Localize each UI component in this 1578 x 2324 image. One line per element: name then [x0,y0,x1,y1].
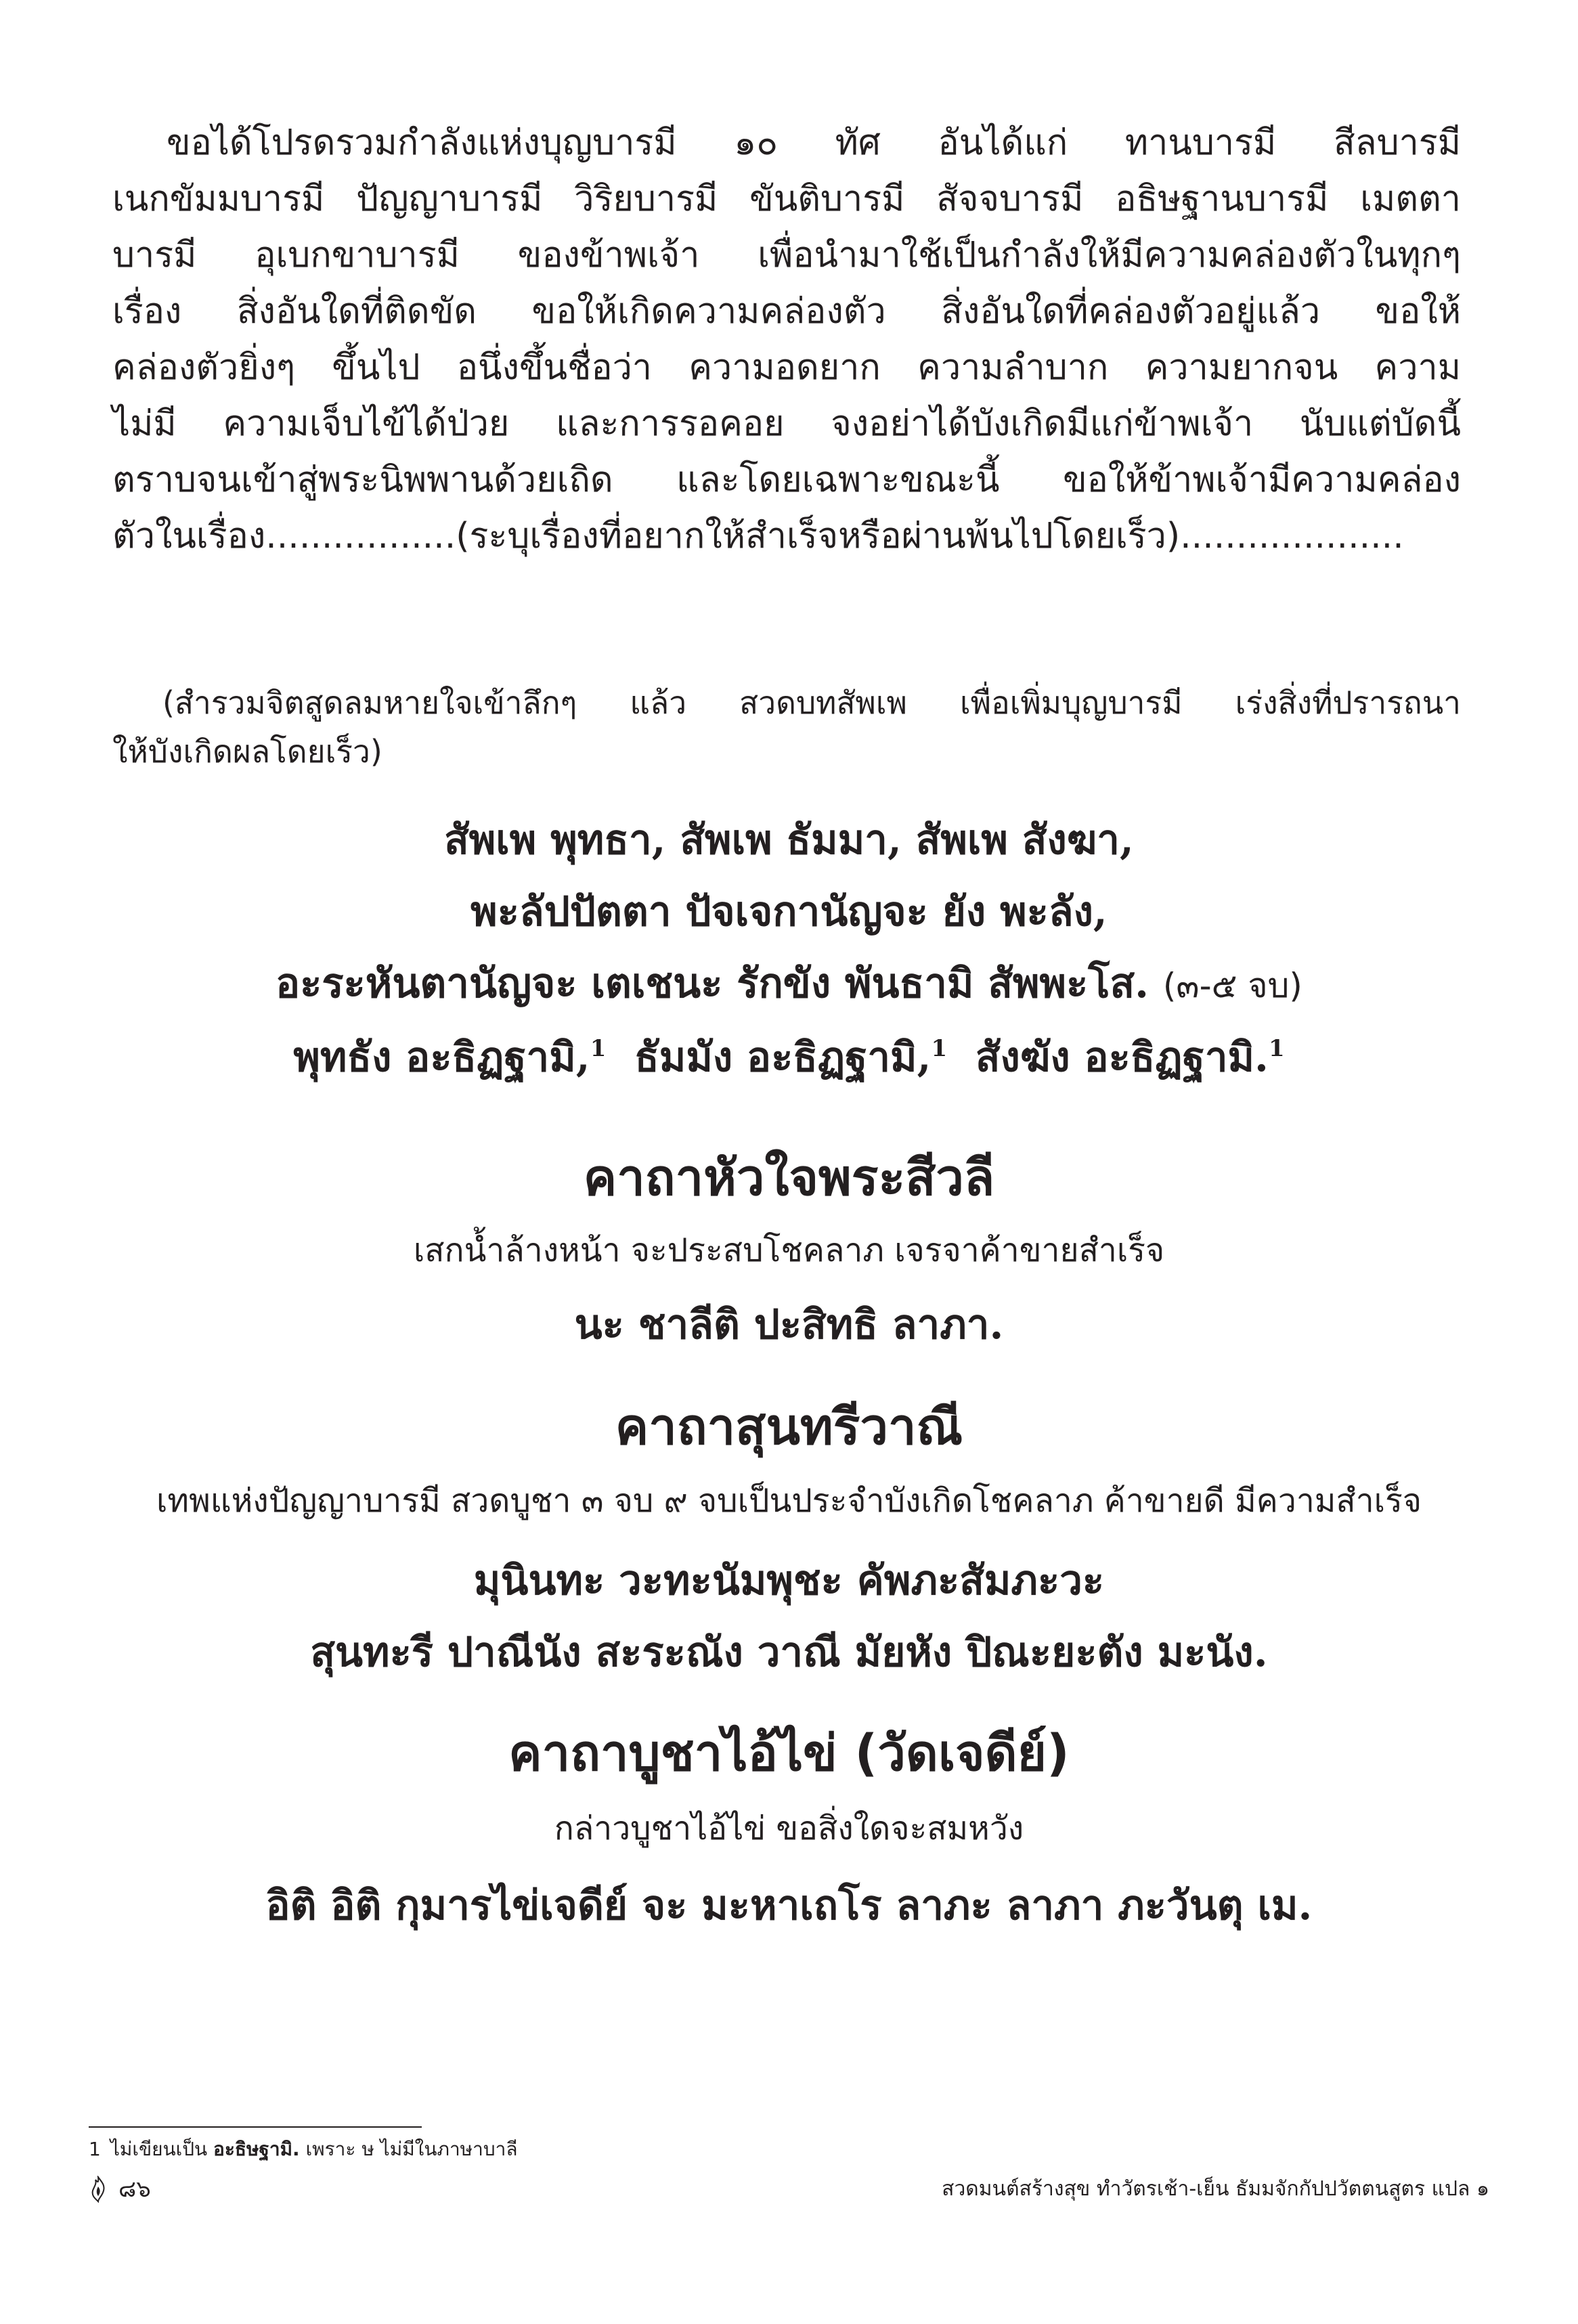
footnote-text-before: ไม่เขียนเป็น [110,2138,208,2160]
intro-line: เรื่อง สิ่งอันใดที่ติดขัด ขอให้เกิดความคล่องตัว สิ่งอันใดที่คล่องตัวอยู่แล้ว ขอให้ [112,291,1461,332]
repeat-count-note: (๓-๕ จบ) [1162,966,1302,1005]
intro-line: คล่องตัวยิ่งๆ ขึ้นไป อนึ่งขึ้นชื่อว่า ความอดยาก ความลำบาก ความยากจน ความ [112,347,1462,388]
footnote-emphasis: อะธิษฐามิ. [213,2138,300,2160]
buddham-adhitthami: พุทธัง อะธิฏฐามิ, [293,1034,590,1081]
sabbe-chant-line-3 [0,948,1578,1022]
sabbe-chant-line: สัพเพ พุทธา, สัพเพ ธัมมา, สัพเพ สังฆา, [444,816,1134,864]
ai-khai-description: กล่าวบูชาไอ้ไข่ ขอสิ่งใดจะสมหวัง [554,1810,1024,1847]
footnote [89,2136,518,2163]
intro-line: ตราบจนเข้าสู่พระนิพพานด้วยเถิด และโดยเฉพาะขณะนี้ ขอให้ข้าพเจ้ามีความคล่อง [112,460,1461,500]
sivali-heading: คาถาหัวใจพระสีวลี [583,1149,995,1207]
footer-left [89,2174,151,2204]
intro-line: บารมี อุเบกขาบารมี ของข้าพเจ้า เพื่อนำมาใช้เป็นกำลังให้มีความคล่องตัวในทุกๆ [112,235,1461,276]
intro-line: ไม่มี ความเจ็บไข้ได้ป่วย และการรอคอย จงอย่าได้บังเกิดมีแก่ข้าพเจ้า นับแต่บัดนี้ [112,403,1461,444]
sabbe-chant-line-text: อะระหันตานัญจะ เตเชนะ รักขัง พันธามิ สัพพะโส. [276,960,1149,1007]
sivali-description: เสกน้ำล้างหน้า จะประสบโชคลาภ เจรจาค้าขายสำเร็จ [413,1231,1165,1269]
sunthari-heading: คาถาสุนทรีวาณี [615,1398,963,1456]
sunthari-chant [0,1545,1578,1688]
sabbe-chant-line: พะลัปปัตตา ปัจเจกานัญจะ ยัง พะลัง, [470,888,1108,936]
sunthari-description: เทพแห่งปัญญาบารมี สวดบูชา ๓ จบ ๙ จบเป็นประจำบังเกิดโชคลาภ ค้าขายดี มีความสำเร็จ [156,1482,1422,1520]
footnote-text-after: เพราะ ษ ไม่มีในภาษาบาลี [305,2138,518,2160]
intro-line: ขอได้โปรดรวมกำลังแห่งบุญบารมี ๑๐ ทัศ อันได้แก่ ทานบารมี สีลบารมี [167,123,1461,163]
sunthari-chant-line: มุนินทะ วะทะนัมพุชะ คัพภะสัมภะวะ [473,1557,1105,1604]
footnote-divider [89,2126,422,2128]
instruction-line: (สำรวมจิตสูดลมหายใจเข้าลึกๆ แล้ว สวดบทสัพเพ เพื่อเพิ่มบุญบารมี เร่งสิ่งที่ปรารถนา [162,684,1461,721]
intro-line: ตัวในเรื่อง.................(ระบุเรื่องที่อยากให้สำเร็จหรือผ่านพ้นไปโดยเร็ว).................... [112,516,1404,556]
instruction-line: ให้บังเกิดผลโดยเร็ว) [112,733,382,770]
footnote-ref: 1 [1268,1035,1285,1062]
ai-khai-chant: อิติ อิติ กุมารไข่เจดีย์ จะ มะหาเถโร ลาภะ ลาภา ภะวันตุ เม. [265,1882,1313,1929]
adhitthami-line [0,1022,1578,1093]
footnote-ref: 1 [590,1035,607,1062]
sivali-chant: นะ ชาลีติ ปะสิทธิ ลาภา. [574,1301,1004,1349]
instruction-note [112,678,1461,776]
intro-line: เนกขัมมบารมี ปัญญาบารมี วิริยบารมี ขันติบารมี สัจจบารมี อธิษฐานบารมี เมตตา [112,179,1461,219]
intro-paragraph [112,115,1461,565]
dhammam-adhitthami: ธัมมัง อะธิฏฐามิ, [634,1034,932,1081]
thai-flame-ornament-icon [89,2176,108,2203]
sabbe-chant [0,804,1578,1093]
running-footer-title: สวดมนต์สร้างสุข ทำวัตรเช้า-เย็น ธัมมจักกัปปวัตตนสูตร แปล ๑ [942,2177,1489,2201]
footnote-number: 1 [89,2138,101,2160]
sunthari-chant-line: สุนทะรี ปาณีนัง สะระณัง วาณี มัยหัง ปิณะยะตัง มะนัง. [310,1629,1268,1676]
page-number: ๘๖ [118,2176,151,2203]
footnote-ref: 1 [931,1035,948,1062]
sangham-adhitthami: สังฆัง อะธิฏฐามิ. [975,1034,1269,1081]
ai-khai-heading: คาถาบูชาไอ้ไข่ (วัดเจดีย์) [508,1724,1070,1782]
